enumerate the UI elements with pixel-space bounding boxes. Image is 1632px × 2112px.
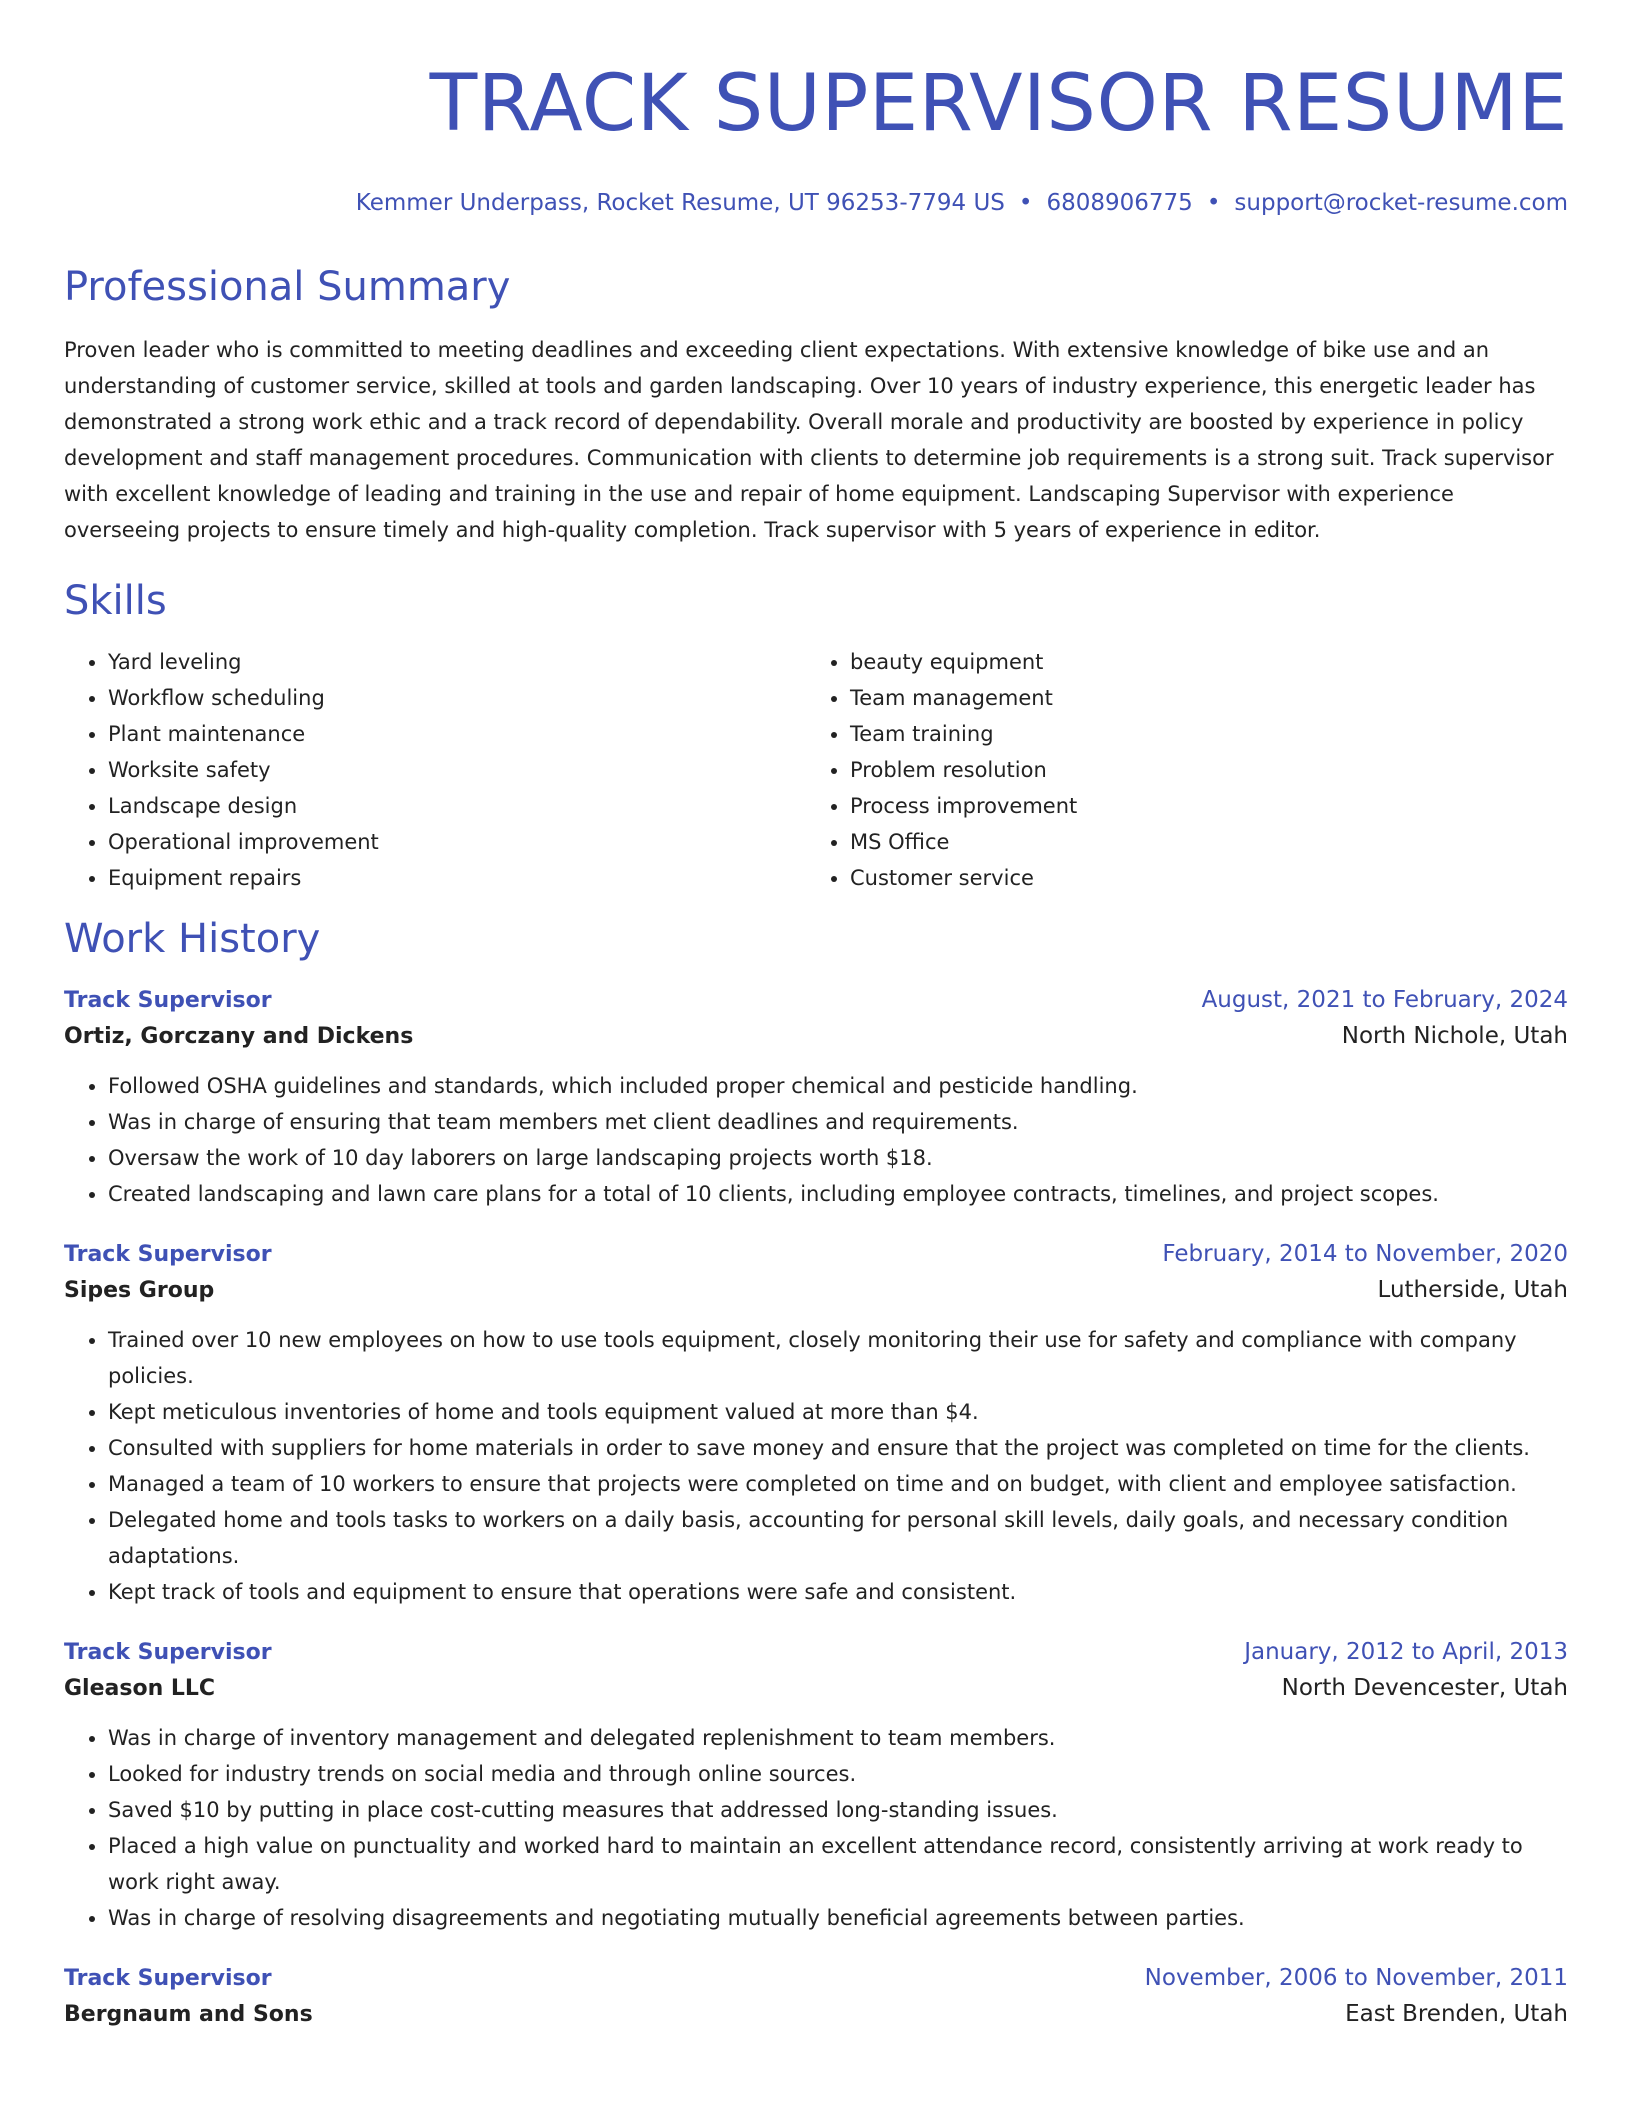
job-bullets — [64, 1068, 1568, 1212]
job-title: Track Supervisor — [64, 1966, 272, 1991]
skill-item: • Operational improvement — [108, 824, 806, 860]
job-bullet: • Looked for industry trends on social media and through online sources. — [108, 1756, 1568, 1792]
job-company: Bergnaum and Sons — [64, 2002, 313, 2027]
skills-columns — [64, 644, 1568, 896]
job-bullet: • Kept meticulous inventories of home and tools equipment valued at more than $4. — [108, 1394, 1568, 1430]
job-dates: November, 2006 to November, 2011 — [1144, 1965, 1568, 1991]
job-bullet: • Created landscaping and lawn care plans for a total of 10 clients, including employee contracts, timelines, and project scopes. — [108, 1176, 1568, 1212]
job-dates: February, 2014 to November, 2020 — [1162, 1241, 1568, 1267]
summary-text: Proven leader who is committed to meeting deadlines and exceeding client expectations. With extensive knowledge of bike use and an understanding of customer service, skilled at tools and garden landscaping. Over 10 years of industry experience, this energetic leader has demonstrated a strong work ethic and a track record of dependability. Overall morale and productivity are boosted by experience in policy development and staff management procedures. Communication with clients to determine job requirements is a strong suit. Track supervisor with excellent knowledge of leading and training in the use and repair of home equipment. Landscaping Supervisor with experience overseeing projects to ensure timely and high-quality completion. Track supervisor with 5 years of experience in editor. — [64, 338, 1554, 542]
job-location: Lutherside, Utah — [1377, 1277, 1568, 1303]
contact-line — [64, 188, 1568, 218]
job-company: Gleason LLC — [64, 1676, 216, 1701]
job-bullet: • Saved $10 by putting in place cost-cutting measures that addressed long-standing issues. — [108, 1792, 1568, 1828]
skills-list-left — [64, 644, 806, 896]
job-bullet: • Delegated home and tools tasks to workers on a daily basis, accounting for personal skill levels, daily goals, and necessary condition adaptations. — [108, 1502, 1568, 1574]
job-title: Track Supervisor — [64, 1640, 272, 1665]
job-location: North Nichole, Utah — [1341, 1023, 1568, 1049]
job-company: Sipes Group — [64, 1278, 215, 1303]
contact-address: Kemmer Underpass, Rocket Resume, UT 96253-7794 US — [355, 190, 1005, 216]
job-bullet: • Oversaw the work of 10 day laborers on large landscaping projects worth $18. — [108, 1140, 1568, 1176]
skills-list-right — [806, 644, 1548, 896]
job-header-row — [64, 1238, 1568, 1271]
skill-item: • Process improvement — [850, 788, 1548, 824]
job-dates: August, 2021 to February, 2024 — [1201, 987, 1568, 1013]
contact-separator: • — [1018, 190, 1033, 216]
skill-item: • Plant maintenance — [108, 716, 806, 752]
job-location: East Brenden, Utah — [1345, 2001, 1568, 2027]
job-bullet: • Followed OSHA guidelines and standards, which included proper chemical and pesticide handling. — [108, 1068, 1568, 1104]
skills-heading: Skills — [64, 578, 167, 624]
job-bullet: • Was in charge of ensuring that team members met client deadlines and requirements. — [108, 1104, 1568, 1140]
job-bullet: • Kept track of tools and equipment to ensure that operations were safe and consistent. — [108, 1574, 1568, 1610]
skill-item: • Landscape design — [108, 788, 806, 824]
job-company: Ortiz, Gorczany and Dickens — [64, 1024, 414, 1049]
contact-email: support@rocket-resume.com — [1234, 190, 1568, 216]
contact-phone: 6808906775 — [1046, 190, 1193, 216]
job-header-row — [64, 1636, 1568, 1669]
job-title: Track Supervisor — [64, 988, 272, 1013]
summary-heading: Professional Summary — [64, 264, 511, 310]
job-bullets — [64, 1720, 1568, 1936]
skill-item: • Customer service — [850, 860, 1548, 896]
resume-title: TRACK SUPERVISOR RESUME — [429, 59, 1568, 149]
job-bullet: • Trained over 10 new employees on how to use tools equipment, closely monitoring their use for safety and compliance with company policies. — [108, 1322, 1568, 1394]
work-history-heading: Work History — [64, 916, 321, 962]
job-header-row — [64, 984, 1568, 1017]
contact-separator: • — [1206, 190, 1221, 216]
skill-item: • Workflow scheduling — [108, 680, 806, 716]
job-location: North Devencester, Utah — [1281, 1675, 1568, 1701]
job-bullet: • Was in charge of resolving disagreements and negotiating mutually beneficial agreements between parties. — [108, 1900, 1568, 1936]
skill-item: • Worksite safety — [108, 752, 806, 788]
skill-item: • MS Office — [850, 824, 1548, 860]
job-bullets — [64, 1322, 1568, 1610]
job-header-row — [64, 1962, 1568, 1995]
skill-item: • Team management — [850, 680, 1548, 716]
job-bullet: • Managed a team of 10 workers to ensure that projects were completed on time and on budget, with client and employee satisfaction. — [108, 1466, 1568, 1502]
skill-item: • Problem resolution — [850, 752, 1548, 788]
job-dates: January, 2012 to April, 2013 — [1244, 1639, 1568, 1665]
skill-item: • Equipment repairs — [108, 860, 806, 896]
job-company-row — [64, 1669, 1568, 1708]
job-bullet: • Placed a high value on punctuality and worked hard to maintain an excellent attendance record, consistently arriving at work ready to work right away. — [108, 1828, 1568, 1900]
job-bullet: • Was in charge of inventory management and delegated replenishment to team members. — [108, 1720, 1568, 1756]
job-title: Track Supervisor — [64, 1242, 272, 1267]
job-entry — [64, 984, 1568, 1212]
skill-item: • Team training — [850, 716, 1548, 752]
job-entry — [64, 1962, 1568, 2034]
skill-item: • beauty equipment — [850, 644, 1548, 680]
job-bullet: • Consulted with suppliers for home materials in order to save money and ensure that the project was completed on time for the clients. — [108, 1430, 1568, 1466]
job-company-row — [64, 1995, 1568, 2034]
job-entry — [64, 1238, 1568, 1610]
job-company-row — [64, 1271, 1568, 1310]
resume-page — [64, 0, 1568, 2034]
job-company-row — [64, 1017, 1568, 1056]
job-entry — [64, 1636, 1568, 1936]
skill-item: • Yard leveling — [108, 644, 806, 680]
